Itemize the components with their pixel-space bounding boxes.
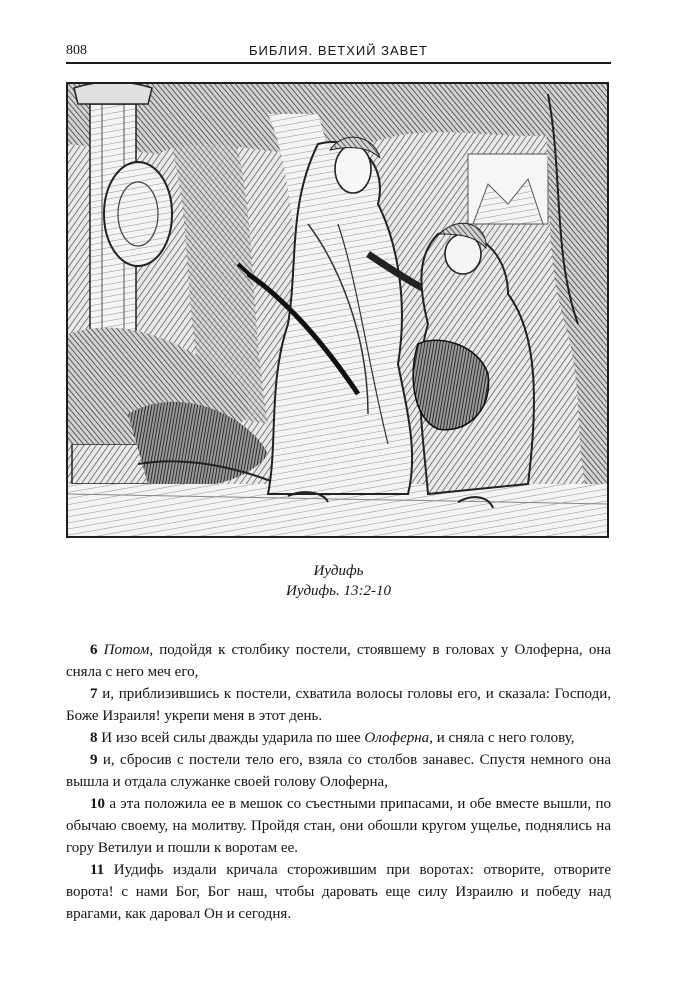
verse-number: 10 <box>90 796 105 812</box>
verse-9 <box>66 749 611 793</box>
verse-number: 7 <box>90 686 98 702</box>
verse-number: 6 <box>90 642 98 658</box>
verse-text: Потом <box>103 642 150 658</box>
verse-text: Олоферна <box>364 730 430 746</box>
verse-number: 8 <box>90 730 98 746</box>
caption-title: Иудифь <box>313 563 364 579</box>
caption-reference: Иудифь. 13:2-10 <box>286 583 391 599</box>
page-header <box>66 41 611 61</box>
verse-text: И изо всей силы дважды ударила по шее <box>101 730 365 746</box>
engraving-artwork <box>68 84 607 536</box>
verse-text: , и сняла с него голову, <box>429 730 575 746</box>
verse-6 <box>66 639 611 683</box>
running-title: БИБЛИЯ. ВЕТХИЙ ЗАВЕТ <box>249 43 428 58</box>
verse-text: а эта положила ее в мешок со съестными припасами, и обе вместе вышли, по обычаю своему, на молитву. Пройдя стан, они обошли кругом ущелье, поднялись на гору Ветилуи и пошли к воротам ее. <box>66 796 611 856</box>
verse-number: 9 <box>90 752 98 768</box>
illustration-engraving <box>66 82 609 538</box>
header-rule <box>66 62 611 64</box>
page-number: 808 <box>66 43 87 58</box>
verse-7 <box>66 683 611 727</box>
verse-text: , подойдя к столбику постели, стоявшему в головах у Олоферна, она сняла с него меч его, <box>66 642 612 680</box>
verse-8 <box>66 727 611 749</box>
verse-text: и, сбросив с постели тело его, взяла со столбов занавес. Спустя немного она вышла и отдала служанке своей голову Олоферна, <box>66 752 612 790</box>
verse-11 <box>66 859 611 925</box>
verse-text: Иудифь издали кричала сторожившим при воротах: отворите, отворите ворота! с нами Бог, Бог наш, чтобы даровать еще силу Израилю и победу над врагами, как даровал Он и сегодня. <box>66 862 611 922</box>
verse-text: и, приблизившись к постели, схватила волосы головы его, и сказала: Господи, Боже Израиля! укрепи меня в этот день. <box>66 686 612 724</box>
verse-number: 11 <box>90 862 105 878</box>
verse-10 <box>66 793 611 859</box>
scripture-text <box>66 639 611 925</box>
